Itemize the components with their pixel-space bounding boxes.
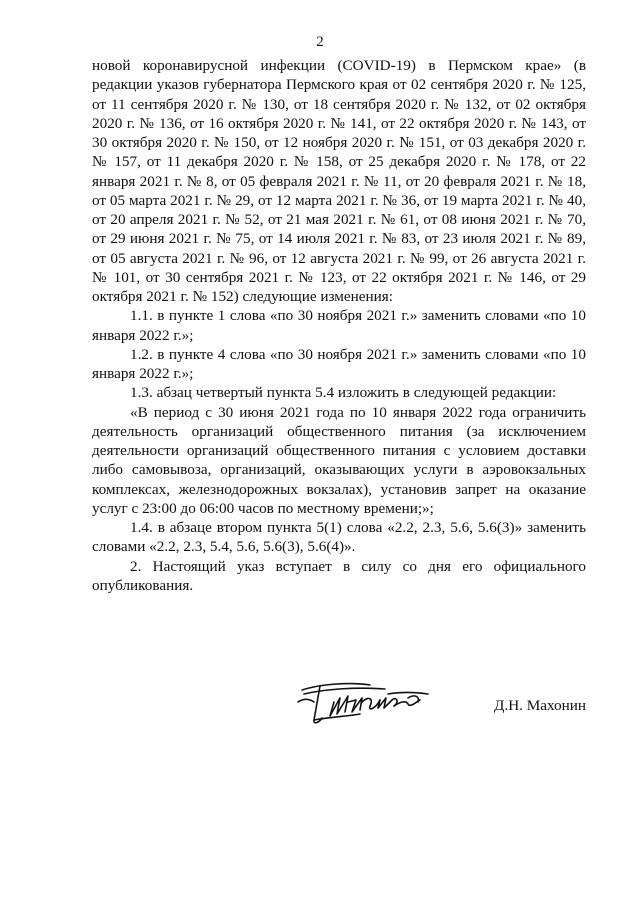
paragraph-1-1: 1.1. в пункте 1 слова «по 30 ноября 2021 г.» заменить словами «по 10 января 2022 г.»; xyxy=(92,307,586,344)
paragraph-1-2: 1.2. в пункте 4 слова «по 30 ноября 2021 г.» заменить словами «по 10 января 2022 г.»; xyxy=(92,345,586,382)
paragraph-intro: новой коронавирусной инфекции (COVID-19) в Пермском крае» (в редакции указов губернатора Пермского края от 02 сентября 2020 г. № 125, от 11 сентября 2020 г. № 130, от 18 сентября 2020 г. № 132, от 02 октября 2020 г. № 136, от 16 октября 2020 г. № 141, от 22 октября 2020 г. № 143, от 30 октября 2020 г. № 150, от 12 ноября 2020 г. № 151, от 03 декабря 2020 г. № 157, от 11 декабря 2020 г. № 158, от 25 декабря 2020 г. № 178, от 22 января 2021 г. № 8, от 05 февраля 2021 г. № 11, от 20 февраля 2021 г. № 18, от 05 марта 2021 г. № 29, от 12 марта 2021 г. № 36, от 19 марта 2021 г. № 40, от 20 апреля 2021 г. № 52, от 21 мая 2021 г. № 61, от 08 июня 2021 г. № 70, от 29 июня 2021 г. № 75, от 14 июля 2021 г. № 83, от 23 июля 2021 г. № 89, от 05 августа 2021 г. № 96, от 12 августа 2021 г. № 99, от 26 августа 2021 г. № 101, от 30 сентября 2021 г. № 123, от 22 октября 2021 г. № 146, от 29 октября 2021 г. № 152) следующие изменения: xyxy=(92,57,586,305)
page-number: 2 xyxy=(316,34,324,50)
paragraph-quote: «В период с 30 июня 2021 года по 10 января 2022 года ограничить деятельность организаций общественного питания (за исключением деятельности организаций общественного питания с условием доставки либо самовывоза, организаций, оказывающих услуги в аэровокзальных комплексах, железнодорожных вокзалах), установив запрет на оказание услуг с 23:00 до 06:00 часов по местному времени;»; xyxy=(92,403,586,517)
signer-name: Д.Н. Махонин xyxy=(494,697,586,714)
paragraph-1-4: 1.4. в абзаце втором пункта 5(1) слова «2.2, 2.3, 5.6, 5.6(3)» заменить словами «2.2, 2.3, 5.4, 5.6, 5.6(3), 5.6(4)». xyxy=(92,519,586,556)
paragraph-2: 2. Настоящий указ вступает в силу со дня его официального опубликования. xyxy=(92,557,586,594)
document-body xyxy=(92,56,586,595)
handwritten-signature xyxy=(290,672,450,732)
signature-block xyxy=(290,672,590,732)
paragraph-1-3: 1.3. абзац четвертый пункта 5.4 изложить в следующей редакции: xyxy=(130,384,557,402)
